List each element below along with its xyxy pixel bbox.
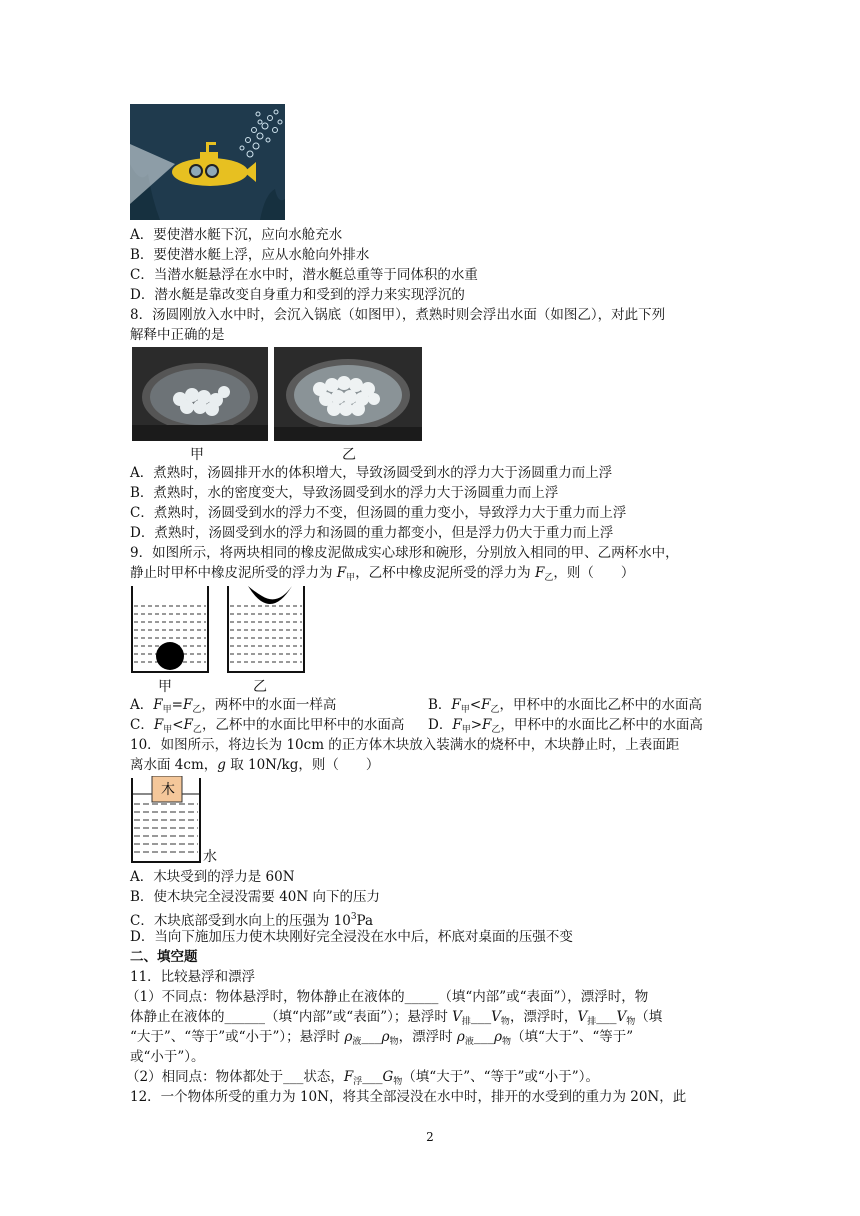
q7-option-d: D．潜水艇是靠改变自身重力和受到的浮力来实现浮沉的 bbox=[130, 287, 465, 303]
section-heading: 二、填空题 bbox=[130, 949, 198, 965]
subscript: 物 bbox=[626, 1017, 636, 1027]
q9-caption-jia: 甲 bbox=[158, 679, 172, 695]
cups-svg bbox=[128, 584, 308, 676]
q10-stem-text: 离水面 4cm， bbox=[130, 757, 218, 773]
subscript: 物 bbox=[500, 1017, 510, 1027]
text: ，漂浮时， bbox=[509, 1009, 578, 1025]
subscript: 物 bbox=[502, 1037, 512, 1047]
symbol-g: G bbox=[382, 1069, 394, 1085]
q10-option-a: A．木块受到的浮力是 60N bbox=[130, 869, 295, 885]
text: （填“大于”、“等于”或“小于”）。 bbox=[402, 1069, 599, 1085]
subscript-yi: 乙 bbox=[192, 705, 202, 715]
q10-stem-line1: 10．如图所示，将边长为 10cm 的正方体木块放入装满水的烧杯中，木块静止时，上表面距 bbox=[130, 737, 680, 753]
text: （2）相同点：物体都处于___状态， bbox=[126, 1069, 344, 1085]
q9-caption-yi: 乙 bbox=[253, 679, 267, 695]
photo-jia bbox=[132, 347, 268, 441]
q11-stem: 11．比较悬浮和漂浮 bbox=[130, 969, 256, 985]
q8-option-a: A．煮熟时，汤圆排开水的体积增大，导致汤圆受到水的浮力大于汤圆重力而上浮 bbox=[130, 465, 613, 481]
symbol-f: F bbox=[153, 697, 163, 713]
q8-option-b: B．煮熟时，水的密度变大，导致汤圆受到水的浮力大于汤圆重力而上浮 bbox=[130, 485, 559, 501]
symbol-v: V bbox=[616, 1009, 627, 1025]
wood-block-diagram bbox=[128, 776, 238, 868]
symbol-rho: ρ bbox=[381, 1029, 390, 1045]
q10-stem-text: 取 10N/kg，则（ ） bbox=[225, 757, 380, 773]
q10-option-b: B．使木块完全浸没需要 40N 向下的压力 bbox=[130, 889, 380, 905]
q7-option-b: B．要使潜水艇上浮，应从水舱向外排水 bbox=[130, 247, 370, 263]
q11-part1-line3 bbox=[130, 1028, 633, 1051]
q10-option-d: D．当向下施加压力使木块刚好完全浸没在水中后，杯底对桌面的压强不变 bbox=[130, 929, 573, 945]
superscript: 3 bbox=[350, 912, 357, 922]
subscript-jia: 甲 bbox=[460, 705, 470, 715]
option-label: A． bbox=[130, 697, 154, 713]
blank: ___ bbox=[596, 1009, 617, 1025]
photo-yi bbox=[274, 347, 422, 441]
q7-option-c: C．当潜水艇悬浮在水中时，潜水艇总重等于同体积的水重 bbox=[130, 267, 478, 283]
submarine-figure bbox=[130, 104, 285, 220]
symbol-g: g bbox=[217, 757, 226, 773]
symbol-f: F bbox=[452, 717, 462, 733]
subscript-yi: 乙 bbox=[490, 705, 500, 715]
option-text: Pa bbox=[356, 913, 374, 929]
q11-part1-line1: （1）不同点：物体悬浮时，物体静止在液体的_____（填“内部”或“表面”），漂浮时，物 bbox=[126, 989, 649, 1005]
option-text: ，两杯中的水面一样高 bbox=[201, 697, 337, 713]
blank: ___ bbox=[362, 1069, 383, 1085]
q12-stem: 12．一个物体所受的重力为 10N，将其全部浸没在水中时，排开的水受到的重力为 20N，此 bbox=[130, 1089, 687, 1105]
submarine-illustration bbox=[130, 104, 285, 220]
symbol-f: F bbox=[451, 697, 461, 713]
subscript-jia: 甲 bbox=[162, 705, 172, 715]
subscript-yi: 乙 bbox=[192, 725, 202, 735]
blank: ___ bbox=[470, 1009, 492, 1025]
q10-option-c bbox=[130, 908, 373, 930]
option-text: C．木块底部受到水向上的压强为 10 bbox=[130, 913, 351, 929]
subscript: 浮 bbox=[353, 1077, 363, 1087]
symbol-f: F bbox=[343, 1069, 354, 1085]
subscript: 排 bbox=[461, 1017, 471, 1027]
symbol-v: V bbox=[577, 1009, 588, 1025]
subscript-jia: 甲 bbox=[163, 725, 173, 735]
page-number: 2 bbox=[426, 1130, 434, 1144]
symbol-f: F bbox=[183, 717, 193, 733]
subscript-yi: 乙 bbox=[544, 573, 554, 583]
symbol-v: V bbox=[491, 1009, 501, 1025]
symbol-rho: ρ bbox=[494, 1029, 503, 1045]
subscript-jia: 甲 bbox=[346, 573, 356, 583]
symbol-f: F bbox=[534, 565, 545, 581]
wok-sinking-photo bbox=[132, 347, 268, 441]
symbol-f: F bbox=[182, 697, 193, 713]
relation: > bbox=[470, 717, 483, 733]
option-label: D． bbox=[428, 717, 453, 733]
blank: ___ bbox=[361, 1029, 382, 1045]
option-label: B． bbox=[428, 697, 452, 713]
text: （填 bbox=[635, 1009, 663, 1025]
text: ，漂浮时 bbox=[398, 1029, 457, 1045]
symbol-v: V bbox=[452, 1009, 462, 1025]
q11-part1-line4: 或“小于”）。 bbox=[130, 1049, 205, 1065]
subscript: 液 bbox=[352, 1037, 362, 1047]
option-text: ，甲杯中的水面比乙杯中的水面高 bbox=[499, 697, 703, 713]
subscript-yi: 乙 bbox=[491, 725, 501, 735]
wok-floating-photo bbox=[274, 347, 422, 441]
symbol-f: F bbox=[481, 697, 491, 713]
q8-option-d: D．煮熟时，汤圆受到水的浮力和汤圆的重力都变小，但是浮力仍大于重力而上浮 bbox=[130, 525, 614, 541]
q9-stem-text: ，则（ ） bbox=[553, 565, 635, 581]
relation: < bbox=[172, 717, 184, 733]
q9-stem-line1: 9．如图所示，将两块相同的橡皮泥做成实心球形和碗形，分别放入相同的甲、乙两杯水中， bbox=[130, 545, 679, 561]
cups-diagram bbox=[128, 584, 308, 676]
text: “大于”、“等于”或“小于”）；悬浮时 bbox=[130, 1029, 345, 1045]
symbol-rho: ρ bbox=[456, 1029, 465, 1045]
q7-option-a: A．要使潜水艇下沉，应向水舱充水 bbox=[130, 227, 343, 243]
text: 体静止在液体的______（填“内部”或“表面”）；悬浮时 bbox=[130, 1009, 453, 1025]
water-label: 水 bbox=[203, 849, 217, 865]
q9-stem-text: 静止时甲杯中橡皮泥所受的浮力为 bbox=[130, 565, 337, 581]
option-text: ，甲杯中的水面比乙杯中的水面高 bbox=[500, 717, 703, 733]
subscript: 液 bbox=[464, 1037, 474, 1047]
q8-stem-line2: 解释中正确的是 bbox=[130, 327, 225, 343]
text: （填“大于”、“等于” bbox=[511, 1029, 634, 1045]
q9-stem-text: ，乙杯中橡皮泥所受的浮力为 bbox=[355, 565, 535, 581]
symbol-f: F bbox=[336, 565, 347, 581]
option-label: C． bbox=[130, 717, 154, 733]
relation: = bbox=[171, 697, 183, 713]
symbol-f: F bbox=[482, 717, 492, 733]
q8-caption-jia: 甲 bbox=[190, 447, 204, 463]
wood-label: 木 bbox=[161, 782, 175, 798]
blank: ___ bbox=[473, 1029, 495, 1045]
option-text: ，乙杯中的水面比甲杯中的水面高 bbox=[201, 717, 405, 733]
symbol-rho: ρ bbox=[344, 1029, 353, 1045]
subscript-jia: 甲 bbox=[461, 725, 471, 735]
q8-caption-yi: 乙 bbox=[342, 447, 356, 463]
beaker-svg bbox=[128, 776, 238, 868]
subscript: 物 bbox=[393, 1077, 403, 1087]
q8-stem-line1: 8．汤圆刚放入水中时，会沉入锅底（如图甲），煮熟时则会浮出水面（如图乙），对此下列 bbox=[130, 307, 666, 323]
relation: < bbox=[469, 697, 482, 713]
symbol-f: F bbox=[153, 717, 164, 733]
subscript: 物 bbox=[389, 1037, 399, 1047]
q10-stem-line2 bbox=[130, 756, 379, 774]
subscript: 排 bbox=[587, 1017, 597, 1027]
q8-option-c: C．煮熟时，汤圆受到水的浮力不变，但汤圆的重力变小，导致浮力大于重力而上浮 bbox=[130, 505, 627, 521]
